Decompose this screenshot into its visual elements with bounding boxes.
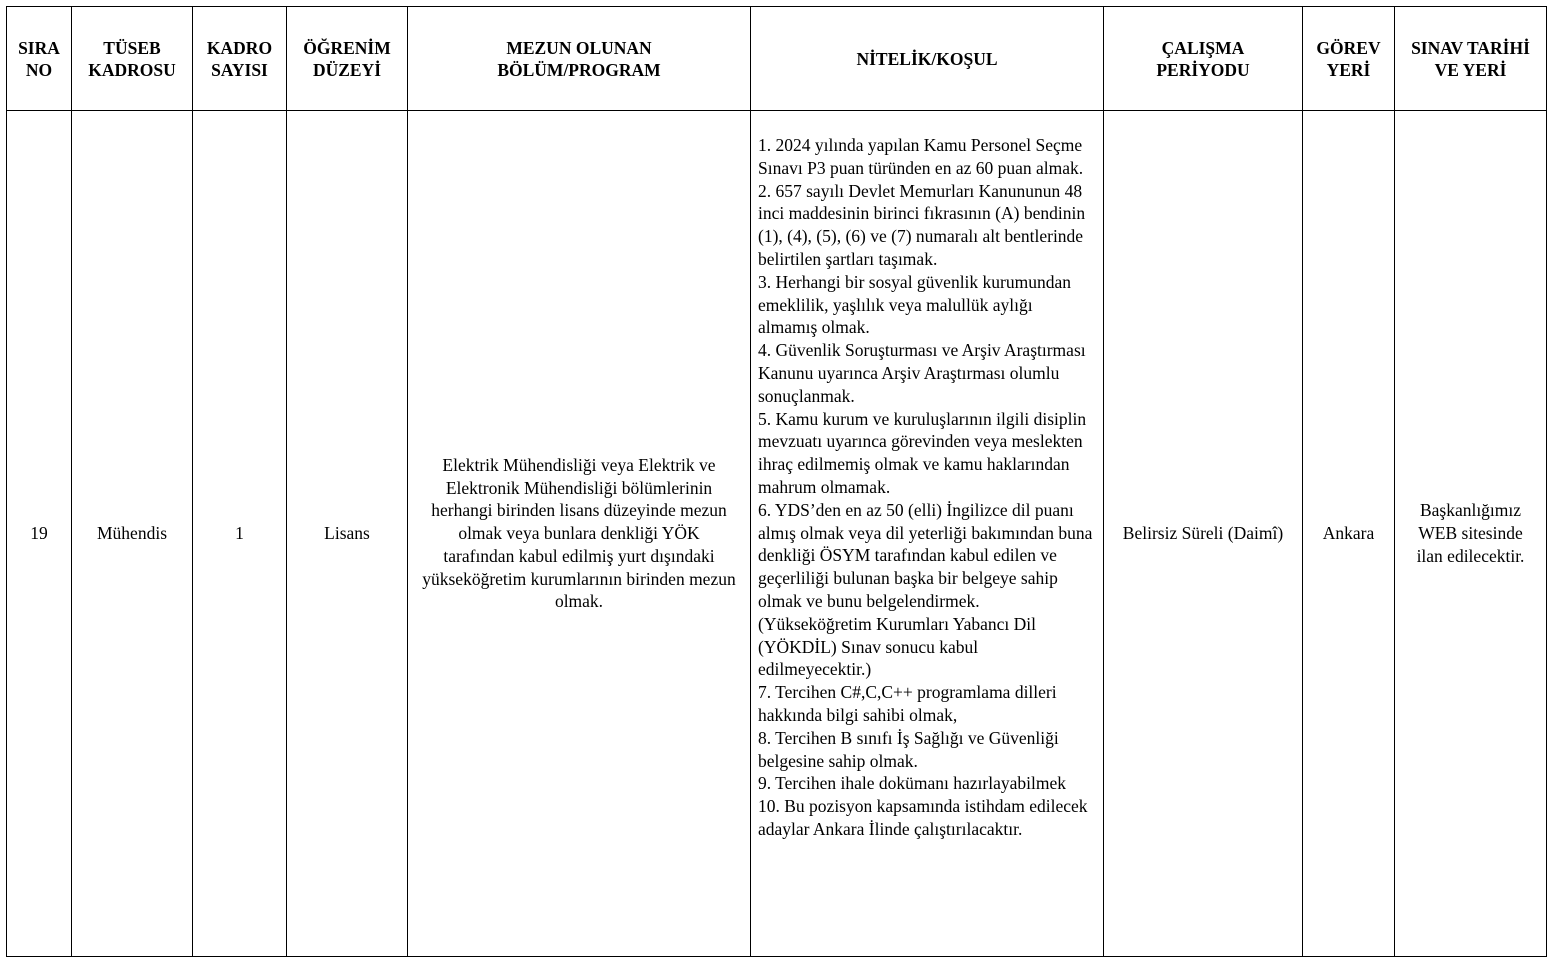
header-nitelik-kosul: NİTELİK/KOŞUL [751, 7, 1104, 111]
cell-nitelik-kosul [751, 111, 1104, 957]
condition-item: 4. Güvenlik Soruşturması ve Arşiv Araştırması Kanunu uyarınca Arşiv Araştırması olumlu sonuçlanmak. [758, 340, 1086, 406]
header-gorev-yeri: GÖREV YERİ [1303, 7, 1395, 111]
header-ogrenim-duzeyi: ÖĞRENİM DÜZEYİ [287, 7, 408, 111]
table-row [7, 111, 1547, 957]
job-listing-table [6, 6, 1547, 957]
cell-kadro-sayisi: 1 [193, 111, 287, 957]
cell-tuseb-kadrosu: Mühendis [72, 111, 193, 957]
cell-sinav-tarihi-yeri: Başkanlığımız WEB sitesinde ilan edilecektir. [1395, 111, 1547, 957]
condition-item: 5. Kamu kurum ve kuruluşlarının ilgili disiplin mevzuatı uyarınca görevinden veya meslekten ihraç edilmemiş olmak ve kamu haklarından mahrum olmamak. [758, 408, 1087, 497]
condition-item: 6. YDS’den en az 50 (elli) İngilizce dil puanı almış olmak veya dil yeterliği bakımından buna denkliği ÖSYM tarafından kabul edilen ve geçerliliği bulunan başka bir belgeye sahip olmak ve bunu belgelendirmek. (Yükseköğretim Kurumları Yabancı Dil (YÖKDİL) Sınav sonucu kabul edilmeyecektir.) [758, 499, 1093, 680]
cell-gorev-yeri: Ankara [1303, 111, 1395, 957]
condition-item: 1. 2024 yılında yapılan Kamu Personel Seçme Sınavı P3 puan türünden en az 60 puan almak. [758, 135, 1084, 178]
header-row [7, 7, 1547, 111]
header-kadro-sayisi: KADRO SAYISI [193, 7, 287, 111]
cell-ogrenim-duzeyi: Lisans [287, 111, 408, 957]
condition-item: 3. Herhangi bir sosyal güvenlik kurumundan emeklilik, yaşlılık veya malullük aylığı almamış olmak. [758, 271, 1072, 338]
condition-item: 2. 657 sayılı Devlet Memurları Kanununun 48 inci maddesinin birinci fıkrasının (A) bendinin (1), (4), (5), (6) ve (7) numaralı alt bentlerinde belirtilen şartları taşımak. [758, 180, 1086, 269]
cell-sira-no: 19 [7, 111, 72, 957]
header-calisma-periyodu: ÇALIŞMA PERİYODU [1104, 7, 1303, 111]
header-tuseb-kadrosu: TÜSEB KADROSU [72, 7, 193, 111]
header-sinav-tarihi-yeri: SINAV TARİHİ VE YERİ [1395, 7, 1547, 111]
header-sira-no: SIRA NO [7, 7, 72, 111]
condition-item: 9. Tercihen ihale dokümanı hazırlayabilmek [758, 773, 1066, 794]
cell-mezun-bolum: Elektrik Mühendisliği veya Elektrik ve Elektronik Mühendisliği bölümlerinin herhangi birinden lisans düzeyinde mezun olmak veya bunlara denkliği YÖK tarafından kabul edilmiş yurt dışındaki yükseköğretim kurumlarının birinden mezun olmak. [408, 111, 751, 957]
header-mezun-bolum: MEZUN OLUNAN BÖLÜM/PROGRAM [408, 7, 751, 111]
condition-item: 10. Bu pozisyon kapsamında istihdam edilecek adaylar Ankara İlinde çalıştırılacaktır. [758, 796, 1088, 839]
condition-item: 7. Tercihen C#,C,C++ programlama dilleri hakkında bilgi sahibi olmak, [758, 682, 1057, 725]
cell-calisma-periyodu: Belirsiz Süreli (Daimî) [1104, 111, 1303, 957]
condition-item: 8. Tercihen B sınıfı İş Sağlığı ve Güvenliği belgesine sahip olmak. [758, 727, 1059, 771]
